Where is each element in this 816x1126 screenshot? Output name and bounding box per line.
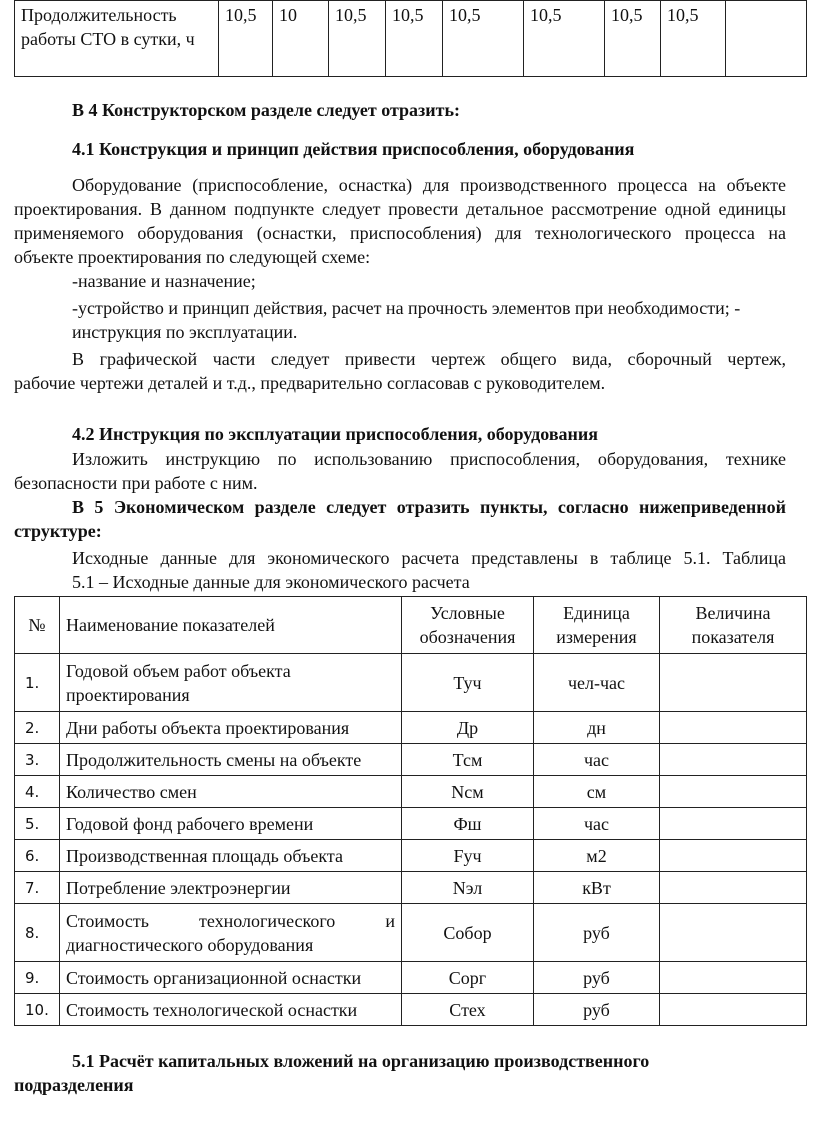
- row-name-line1: Стоимость технологического и: [66, 910, 395, 931]
- graphic-part-line1: [72, 347, 786, 371]
- row-unit: час: [534, 808, 660, 840]
- table-row: [15, 994, 807, 1026]
- row-symbol: Nсм: [402, 776, 534, 808]
- row-symbol: Fуч: [402, 840, 534, 872]
- row-unit: дн: [534, 712, 660, 744]
- shift-duration-table: [14, 0, 807, 77]
- value-cell: 10,5: [219, 1, 273, 77]
- row-symbol: Nэл: [402, 872, 534, 904]
- value-cell: 10,5: [605, 1, 661, 77]
- row-number: 10.: [15, 994, 60, 1026]
- row-value: [660, 904, 807, 962]
- row-number: 5.: [15, 808, 60, 840]
- section5-heading-line1: [72, 495, 786, 519]
- row-symbol: Стех: [402, 994, 534, 1026]
- heading-text: В 5 Экономическом разделе следует отразить пункты, согласно нижеприведенной: [72, 497, 786, 517]
- header-name: Наименование показателей: [60, 597, 402, 654]
- row-number: 8.: [15, 904, 60, 962]
- table-row: [15, 872, 807, 904]
- row-value: [660, 872, 807, 904]
- row-number: 2.: [15, 712, 60, 744]
- row-symbol: Тсм: [402, 744, 534, 776]
- table-intro-line1: [72, 546, 786, 570]
- section5-1-heading-rest: подразделения: [14, 1075, 134, 1095]
- table-row: [15, 654, 807, 712]
- table-header-row: [15, 597, 807, 654]
- row-value: [660, 962, 807, 994]
- section4-heading: В 4 Конструкторском разделе следует отразить:: [72, 100, 461, 120]
- row-value: [660, 654, 807, 712]
- row-number: 1.: [15, 654, 60, 712]
- row-unit: м2: [534, 840, 660, 872]
- row-number: 3.: [15, 744, 60, 776]
- paragraph-text: В графической части следует привести чертеж общего вида, сборочный чертеж,: [72, 349, 786, 369]
- table-row: [15, 840, 807, 872]
- section4-2-line1: [72, 447, 786, 471]
- paragraph-text: Оборудование (приспособление, оснастка) для производственного процесса на объекте: [72, 175, 786, 195]
- row-name: Продолжительность смены на объекте: [60, 744, 402, 776]
- list-item: -устройство и принцип действия, расчет на прочность элементов при необходимости; -: [72, 298, 741, 318]
- paragraph-text: Изложить инструкцию по использованию приспособления, оборудования, технике: [72, 449, 786, 469]
- row-symbol: Сорг: [402, 962, 534, 994]
- row-value: [660, 994, 807, 1026]
- row-unit: час: [534, 744, 660, 776]
- row-symbol: Собор: [402, 904, 534, 962]
- row-name: Годовой объем работ объекта проектирования: [60, 654, 402, 712]
- row-symbol: Туч: [402, 654, 534, 712]
- row-value: [660, 712, 807, 744]
- table-row: [15, 962, 807, 994]
- row-name: Стоимость технологической оснастки: [60, 994, 402, 1026]
- section5-1-heading-line1: 5.1 Расчёт капитальных вложений на организацию производственного: [72, 1051, 650, 1071]
- table-row: [15, 712, 807, 744]
- table-row: [15, 744, 807, 776]
- row-name: Потребление электроэнергии: [60, 872, 402, 904]
- header-unit: Единица измерения: [534, 597, 660, 654]
- section4-1-paragraph: проектирования. В данном подпункте следует провести детальное рассмотрение одной единицы применяемого оборудования (оснастки, приспособления) для технологического процесса на объекте проектирования по следующей схеме:: [14, 199, 786, 267]
- row-number: 7.: [15, 872, 60, 904]
- table-row: [15, 904, 807, 962]
- row-name: Годовой фонд рабочего времени: [60, 808, 402, 840]
- row-unit: кВт: [534, 872, 660, 904]
- table-row: [15, 1, 807, 77]
- row-name: Количество смен: [60, 776, 402, 808]
- header-no: №: [15, 597, 60, 654]
- row-symbol: Фш: [402, 808, 534, 840]
- row-number: 4.: [15, 776, 60, 808]
- value-cell: 10,5: [661, 1, 726, 77]
- list-item: инструкция по эксплуатации.: [72, 322, 298, 342]
- row-number: 9.: [15, 962, 60, 994]
- value-cell: [726, 1, 807, 77]
- table-caption: 5.1 – Исходные данные для экономического расчета: [72, 572, 470, 592]
- row-symbol: Др: [402, 712, 534, 744]
- header-value: Величина показателя: [660, 597, 807, 654]
- section4-1-heading: 4.1 Конструкция и принцип действия приспособления, оборудования: [72, 139, 635, 159]
- section4-2-paragraph: безопасности при работе с ним.: [14, 473, 258, 493]
- row-unit: руб: [534, 962, 660, 994]
- value-cell: 10,5: [443, 1, 524, 77]
- table-row: [15, 776, 807, 808]
- row-unit: руб: [534, 904, 660, 962]
- row-value: [660, 744, 807, 776]
- table-row: [15, 808, 807, 840]
- value-cell: 10,5: [386, 1, 443, 77]
- row-name-line2: диагностического оборудования: [66, 934, 314, 955]
- row-name: Стоимость организационной оснастки: [60, 962, 402, 994]
- row-value: [660, 840, 807, 872]
- header-symbol: Условные обозначения: [402, 597, 534, 654]
- section4-1-paragraph-line1: [72, 173, 786, 197]
- row-value: [660, 776, 807, 808]
- paragraph-text: Исходные данные для экономического расчета представлены в таблице 5.1. Таблица: [72, 548, 786, 568]
- value-cell: 10: [273, 1, 329, 77]
- row-name: [60, 904, 402, 962]
- row-number: 6.: [15, 840, 60, 872]
- row-label: Продолжительность работы СТО в сутки, ч: [15, 1, 219, 77]
- row-value: [660, 808, 807, 840]
- value-cell: 10,5: [524, 1, 605, 77]
- value-cell: 10,5: [329, 1, 386, 77]
- section4-2-heading: 4.2 Инструкция по эксплуатации приспособления, оборудования: [72, 424, 599, 444]
- row-name: Дни работы объекта проектирования: [60, 712, 402, 744]
- list-item: -название и назначение;: [72, 271, 256, 291]
- row-unit: руб: [534, 994, 660, 1026]
- row-unit: см: [534, 776, 660, 808]
- section5-heading-rest: структуре:: [14, 521, 102, 541]
- graphic-part-paragraph: рабочие чертежи деталей и т.д., предварительно согласовав с руководителем.: [14, 373, 606, 393]
- row-name: Производственная площадь объекта: [60, 840, 402, 872]
- row-unit: чел-час: [534, 654, 660, 712]
- economic-data-table: [14, 596, 807, 1026]
